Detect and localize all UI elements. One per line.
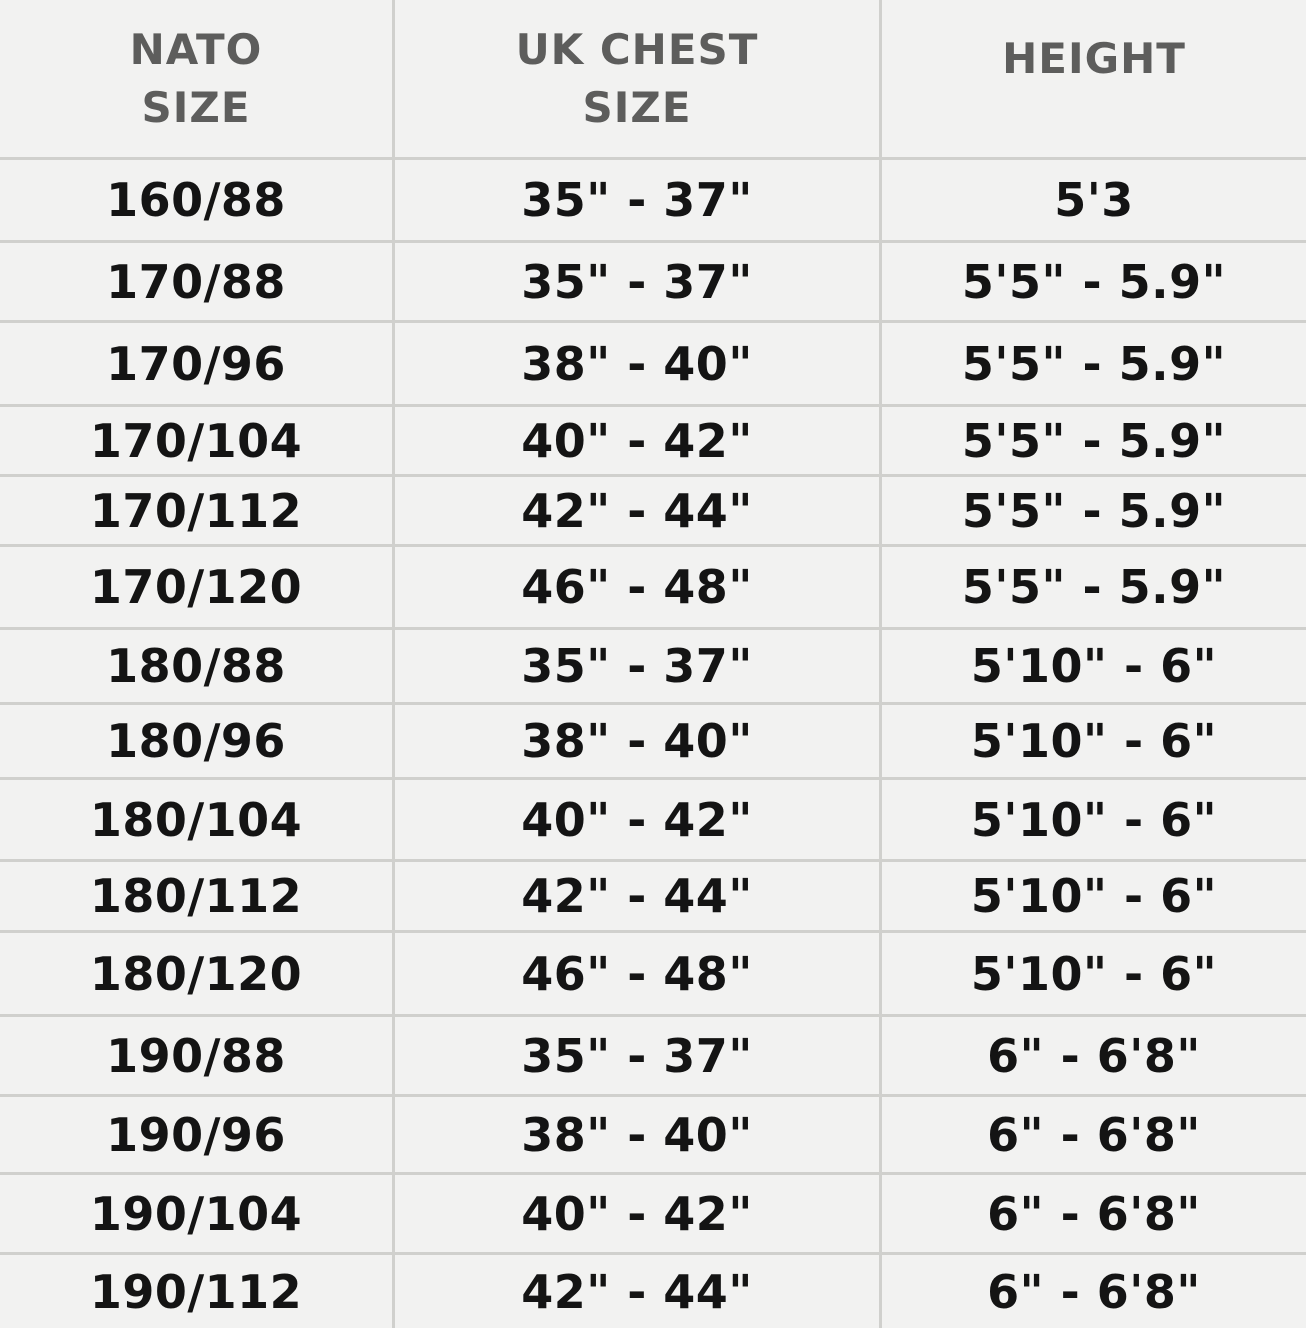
height-cell: 5'10" - 6": [970, 946, 1218, 1001]
nato-size-cell: 180/96: [106, 714, 286, 768]
nato-size-cell: 180/120: [89, 946, 303, 1001]
nato-size-cell: 170/88: [106, 254, 286, 309]
height-cell: 5'5" - 5.9": [961, 336, 1227, 391]
chest-size-cell: 40" - 42": [521, 792, 753, 847]
height-cell: 5'10" - 6": [970, 869, 1218, 923]
table-row: [0, 630, 1306, 705]
header-nato-line1: NATO: [129, 24, 263, 74]
height-cell: 5'5" - 5.9": [961, 254, 1227, 309]
table-row: [0, 705, 1306, 780]
header-height: [882, 0, 1306, 157]
height-cell: 5'5" - 5.9": [961, 413, 1227, 468]
chest-size-cell: 35" - 37": [521, 639, 753, 693]
chest-size-cell: 42" - 44": [521, 869, 753, 923]
height-cell: 5'3: [1054, 173, 1134, 227]
nato-size-cell: 190/88: [106, 1028, 286, 1083]
chest-size-cell: 40" - 42": [521, 413, 753, 468]
height-cell: 5'10" - 6": [970, 639, 1218, 693]
table-row: [0, 1255, 1306, 1328]
table-row: [0, 1017, 1306, 1097]
table-row: [0, 862, 1306, 933]
table-row: [0, 1175, 1306, 1255]
nato-size-cell: 180/88: [106, 639, 286, 693]
chest-size-cell: 38" - 40": [521, 1107, 753, 1162]
table-row: [0, 933, 1306, 1017]
nato-size-cell: 180/112: [89, 869, 303, 923]
nato-size-cell: 170/120: [89, 560, 303, 614]
height-cell: 5'10" - 6": [970, 714, 1218, 768]
header-nato-line2: SIZE: [141, 82, 251, 132]
header-chest-line2: SIZE: [582, 82, 692, 132]
table-row: [0, 547, 1306, 630]
nato-size-cell: 190/104: [89, 1186, 303, 1241]
chest-size-cell: 38" - 40": [521, 714, 753, 768]
chest-size-cell: 46" - 48": [521, 560, 753, 614]
table-row: [0, 780, 1306, 862]
height-cell: 5'10" - 6": [970, 792, 1218, 847]
table-row: [0, 1097, 1306, 1175]
chest-size-cell: 38" - 40": [521, 336, 753, 391]
table-row: [0, 407, 1306, 477]
height-cell: 5'5" - 5.9": [961, 483, 1227, 538]
header-uk-chest-size: [395, 0, 879, 157]
nato-size-cell: 180/104: [89, 792, 303, 847]
nato-size-cell: 190/112: [89, 1264, 303, 1319]
table-row: [0, 323, 1306, 407]
nato-size-cell: 190/96: [106, 1107, 286, 1162]
height-cell: 5'5" - 5.9": [961, 560, 1227, 614]
chest-size-cell: 35" - 37": [521, 173, 753, 227]
nato-size-cell: 170/104: [89, 413, 303, 468]
chest-size-cell: 40" - 42": [521, 1186, 753, 1241]
chest-size-cell: 42" - 44": [521, 483, 753, 538]
table-row: [0, 160, 1306, 243]
nato-size-cell: 160/88: [106, 173, 286, 227]
height-cell: 6" - 6'8": [987, 1107, 1201, 1162]
nato-size-cell: 170/112: [89, 483, 303, 538]
table-row: [0, 477, 1306, 547]
height-cell: 6" - 6'8": [987, 1028, 1201, 1083]
height-cell: 6" - 6'8": [987, 1264, 1201, 1319]
header-nato-size: [0, 0, 392, 157]
chest-size-cell: 42" - 44": [521, 1264, 753, 1319]
chest-size-cell: 35" - 37": [521, 1028, 753, 1083]
height-cell: 6" - 6'8": [987, 1186, 1201, 1241]
header-row: [0, 0, 1306, 160]
nato-size-cell: 170/96: [106, 336, 286, 391]
chest-size-cell: 46" - 48": [521, 946, 753, 1001]
header-height-label: HEIGHT: [1002, 33, 1186, 83]
chest-size-cell: 35" - 37": [521, 254, 753, 309]
table-row: [0, 243, 1306, 323]
header-chest-line1: UK CHEST: [515, 24, 759, 74]
